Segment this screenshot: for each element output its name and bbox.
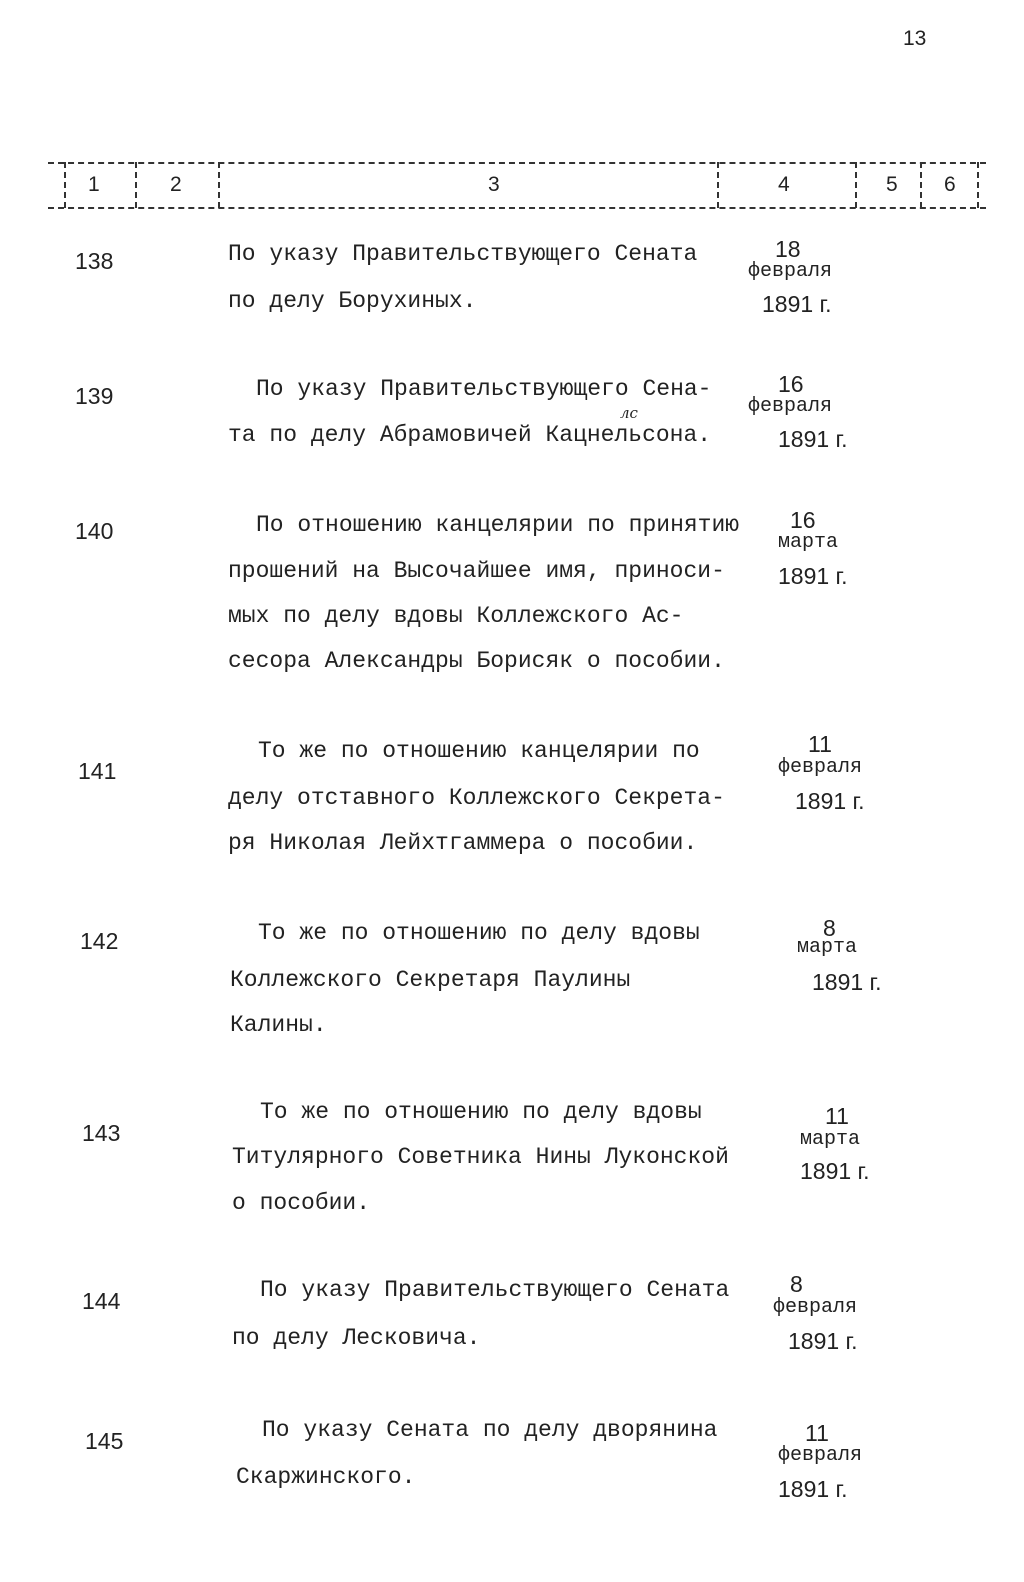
entry-description-line: По указу Правительствующего Сена- [256,376,712,402]
entry-description-line: Калины. [230,1012,327,1038]
date-month: марта [800,1128,861,1151]
column-divider [920,162,922,208]
column-header-1: 1 [88,173,100,196]
column-header-6: 6 [944,173,956,196]
date-year: 1891 г. [762,291,832,317]
header-top-rule [48,162,986,164]
entry-description-line: по делу Борухиных. [228,288,477,314]
entry-number: 138 [75,248,114,274]
column-divider [855,162,857,208]
entry-description-line: Коллежского Секретаря Паулины [230,967,631,993]
entry-description-line: Титулярного Советника Нины Луконской [232,1144,729,1170]
date-year: 1891 г. [788,1328,858,1354]
entry-description-line: делу отставного Коллежского Секрета- [228,785,725,811]
date-day: 11 [805,1420,829,1446]
date-year: 1891 г. [812,969,882,995]
entry-number: 140 [75,518,114,544]
date-day: 11 [825,1103,849,1129]
date-day: 11 [808,731,832,757]
column-header-5: 5 [886,173,898,196]
date-year: 1891 г. [800,1158,870,1184]
entry-description-line: По отношению канцелярии по принятию [256,512,740,538]
column-header-4: 4 [778,173,790,196]
entry-number: 142 [80,928,119,954]
entry-description-line: по делу Лесковича. [232,1325,481,1351]
date-day: 16 [778,371,804,397]
date-month: февраля [778,756,863,779]
column-divider [218,162,220,208]
date-day: 18 [775,236,801,262]
date-year: 1891 г. [795,788,865,814]
entry-description-line: ря Николая Лейхтгаммера о пособии. [228,830,698,856]
entry-description-line: По указу Правительствующего Сената [260,1277,730,1303]
entry-description-line: То же по отношению по делу вдовы [258,920,700,946]
header-bottom-rule [48,207,986,209]
column-divider [717,162,719,208]
entry-description-line: По указу Правительствующего Сената [228,241,698,267]
column-divider [135,162,137,208]
column-header-2: 2 [170,173,182,196]
date-month: февраля [773,1296,858,1319]
entry-description-line: То же по отношению канцелярии по [258,738,700,764]
entry-description-line: мых по делу вдовы Коллежского Ас- [228,603,684,629]
date-day: 8 [823,915,836,941]
date-year: 1891 г. [778,563,848,589]
date-day: 8 [790,1271,803,1297]
column-divider [64,162,66,208]
date-year: 1891 г. [778,1476,848,1502]
entry-description-line: По указу Сената по делу дворянина [262,1417,718,1443]
entry-number: 139 [75,383,114,409]
entry-number: 141 [78,758,117,784]
date-month: марта [797,936,858,959]
entry-description-line: о пособии. [232,1190,371,1216]
entry-description-line: сесора Александры Борисяк о пособии. [228,648,725,674]
page-number: 13 [903,27,927,50]
entry-number: 143 [82,1120,121,1146]
entry-number: 144 [82,1288,121,1314]
date-day: 16 [790,507,816,533]
column-divider [977,162,979,208]
date-month: февраля [748,395,833,418]
handwritten-correction: лс [620,404,638,422]
entry-description-line: То же по отношению по делу вдовы [260,1099,702,1125]
entry-description-line: прошений на Высочайшее имя, приноси- [228,558,725,584]
entry-number: 145 [85,1428,124,1454]
entry-description-line: та по делу Абрамовичей Кацнельсона. [228,422,712,448]
date-month: марта [778,531,839,554]
date-month: февраля [778,1444,863,1467]
date-month: февраля [748,260,833,283]
entry-description-line: Скаржинского. [236,1464,416,1490]
date-year: 1891 г. [778,426,848,452]
column-header-3: 3 [488,173,500,196]
